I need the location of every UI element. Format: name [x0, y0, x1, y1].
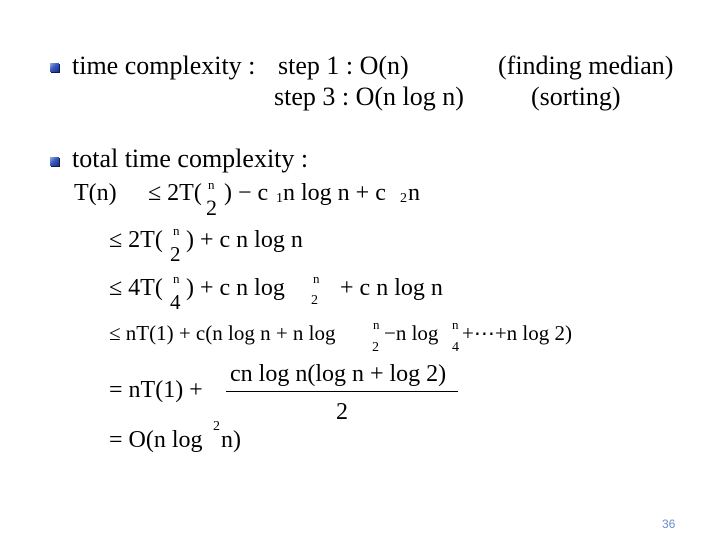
- eq5-denominator: 2: [336, 399, 348, 425]
- eq3-frac2-den: 2: [311, 293, 318, 308]
- eq3-mid: ) + c n log: [186, 275, 285, 301]
- eq5-lhs: = nT(1) +: [109, 377, 203, 403]
- eq2-frac-den: 2: [170, 242, 181, 266]
- bullet-label: time complexity :: [72, 51, 256, 80]
- eq6-part-b: n): [221, 427, 241, 453]
- eq1-frac-den: 2: [206, 195, 217, 220]
- eq3-rest: + c n log n: [340, 275, 443, 301]
- eq3-frac-den: 4: [170, 290, 181, 314]
- eq5-numerator: cn log n(log n + log 2): [230, 361, 447, 387]
- eq6-part-a: = O(n log: [109, 427, 203, 453]
- step3-note: (sorting): [531, 82, 621, 111]
- eq1-lhs: T(n): [74, 180, 117, 206]
- step1-text: step 1 : O(n): [278, 51, 409, 80]
- bullet-marker: [50, 63, 59, 72]
- eq4-part-a: ≤ nT(1) + c(n log n + n log: [109, 321, 336, 345]
- eq2-rel: ≤ 2T(: [109, 227, 163, 253]
- eq4-part-b: −n log: [384, 321, 439, 345]
- eq3-frac-num: n: [173, 271, 180, 286]
- eq2-frac-num: n: [173, 223, 180, 238]
- bullet-marker: [50, 157, 59, 166]
- eq4-frac2-den: 4: [452, 340, 459, 355]
- fraction-bar: [226, 391, 458, 392]
- eq1-rest-c: n: [408, 180, 420, 206]
- eq1-sub2: 2: [400, 191, 407, 206]
- eq1-rel: ≤ 2T(: [148, 180, 202, 206]
- eq4-frac1-den: 2: [372, 340, 379, 355]
- eq3-rel: ≤ 4T(: [109, 275, 163, 301]
- eq1-rest-a: ) − c: [224, 180, 269, 206]
- eq4-part-c: +⋯+n log 2): [462, 321, 573, 345]
- eq6-superscript: 2: [213, 419, 220, 434]
- step3-text: step 3 : O(n log n): [274, 82, 464, 111]
- eq4-frac1-num: n: [373, 317, 380, 332]
- eq1-rest-b: n log n + c: [283, 180, 386, 206]
- eq1-sub1: 1: [276, 191, 283, 206]
- bullet-label: total time complexity :: [72, 144, 309, 173]
- step1-note: (finding median): [498, 51, 674, 80]
- eq1-frac-num: n: [208, 177, 215, 192]
- eq4-frac2-num: n: [452, 317, 459, 332]
- eq2-rest: ) + c n log n: [186, 227, 303, 253]
- eq3-frac2-num: n: [313, 271, 320, 286]
- page-number: 36: [662, 517, 676, 531]
